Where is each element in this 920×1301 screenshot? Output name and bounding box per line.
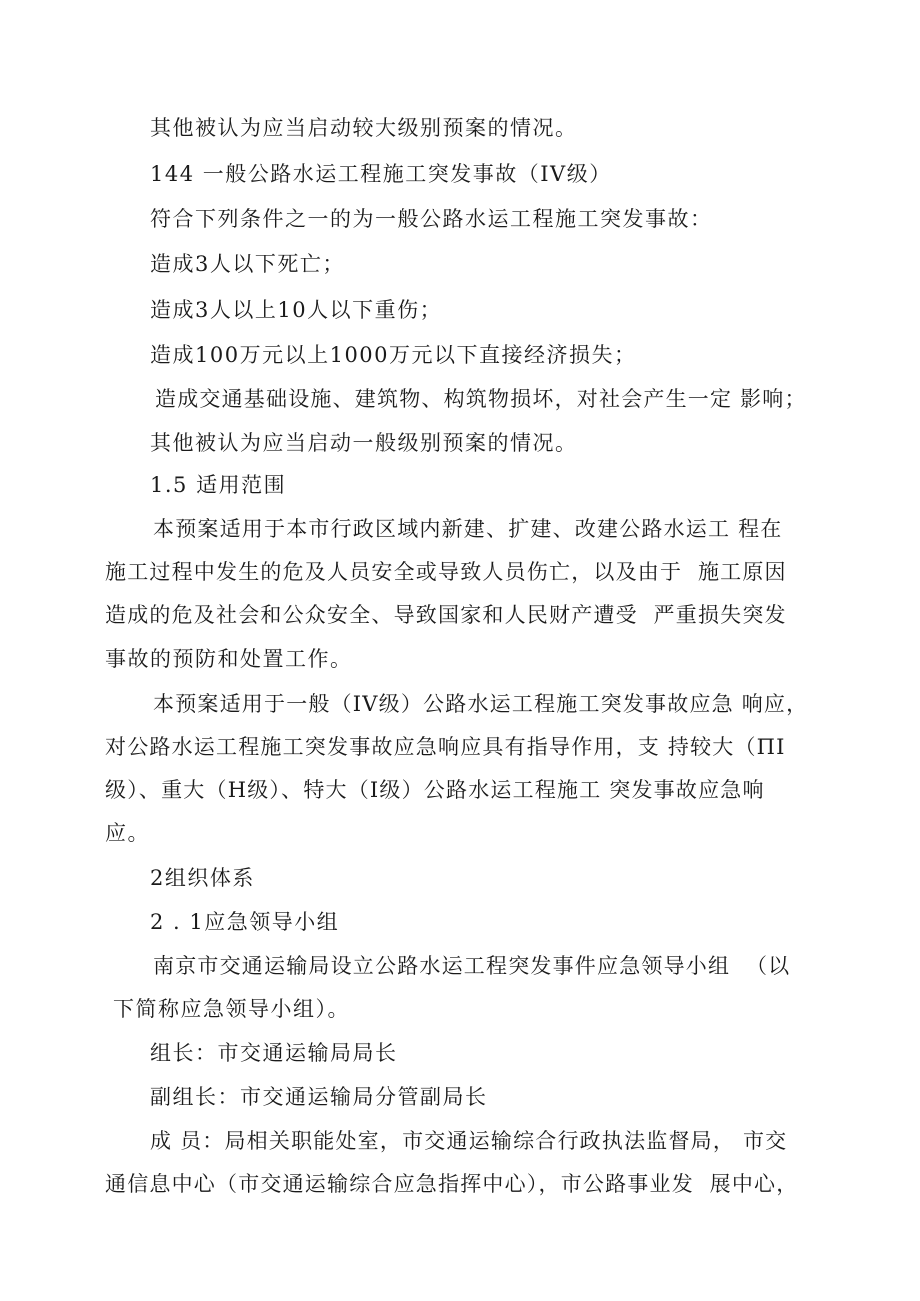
text-line: 造成的危及社会和公众安全、导致国家和人民财产遭受 严重损失突发: [105, 603, 787, 627]
text-line: 通信息中心（市交通运输综合应急指挥中心），市公路事业发 展中心，: [105, 1172, 799, 1196]
text-line: 副组长：市交通运输局分管副局长: [150, 1085, 488, 1109]
list-item: 造成交通基础设施、建筑物、构筑物损坏，对社会产生一定 影响；: [155, 387, 807, 411]
section-heading: 2组织体系: [150, 866, 255, 890]
text-line: 本预案适用于一般（IV级）公路水运工程施工突发事故应急 响应，: [153, 692, 809, 716]
list-item: 造成3人以下死亡；: [150, 252, 345, 276]
text-line: 下简称应急领导小组）。: [113, 997, 350, 1021]
section-heading: 144 一般公路水运工程施工突发事故（IV级）: [150, 162, 612, 186]
text-line: 事故的预防和处置工作。: [105, 647, 353, 671]
text-line: 应。: [105, 821, 150, 845]
text-line: 南京市交通运输局设立公路水运工程突发事件应急领导小组 （以: [153, 954, 791, 978]
list-item: 其他被认为应当启动一般级别预案的情况。: [150, 431, 578, 455]
text-line: 本预案适用于本市行政区域内新建、扩建、改建公路水运工 程在: [153, 517, 783, 541]
text-line: 施工过程中发生的危及人员安全或导致人员伤亡，以及由于 施工原因: [105, 560, 787, 584]
text-line: 级）、重大（H级）、特大（I级）公路水运工程施工 突发事故应急响: [105, 778, 765, 802]
section-heading: 1.5 适用范围: [150, 473, 287, 497]
text-line: 组长：市交通运输局局长: [150, 1041, 398, 1065]
list-item: 造成100万元以上1000万元以下直接经济损失；: [150, 343, 637, 367]
text-line: 符合下列条件之一的为一般公路水运工程施工突发事故：: [150, 207, 713, 231]
text-line: 成 员：局相关职能处室，市交通运输综合行政执法监督局， 市交: [150, 1129, 788, 1153]
text-line: 其他被认为应当启动较大级别预案的情况。: [150, 116, 578, 140]
list-item: 造成3人以上10人以下重伤；: [150, 298, 443, 322]
section-heading: 2 . 1应急领导小组: [150, 910, 340, 934]
text-line: 对公路水运工程施工突发事故应急响应具有指导作用，支 持较大（ΠI: [105, 735, 786, 759]
